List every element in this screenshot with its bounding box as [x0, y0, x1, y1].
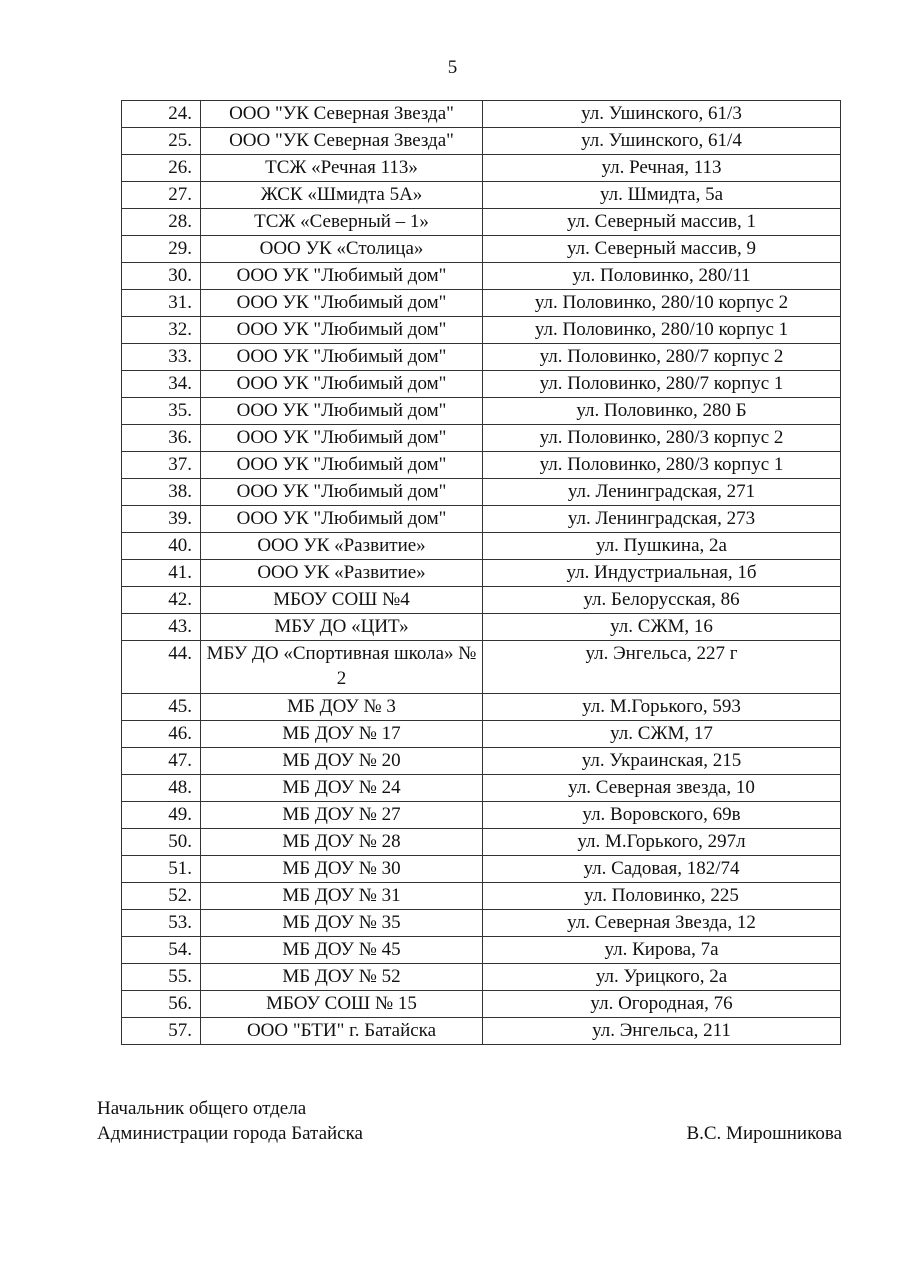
address: ул. Огородная, 76	[483, 991, 841, 1018]
row-number: 43.	[122, 614, 201, 641]
organization-name: ЖСК «Шмидта 5А»	[201, 182, 483, 209]
table-row	[122, 155, 841, 182]
address: ул. Ушинского, 61/3	[483, 101, 841, 128]
table-row	[122, 937, 841, 964]
row-number: 30.	[122, 263, 201, 290]
organization-name: МБ ДОУ № 31	[201, 883, 483, 910]
row-number: 40.	[122, 533, 201, 560]
organization-name: МБ ДОУ № 45	[201, 937, 483, 964]
table-row	[122, 614, 841, 641]
organization-name: МБ ДОУ № 24	[201, 775, 483, 802]
organization-name: ООО УК "Любимый дом"	[201, 317, 483, 344]
address: ул. Половинко, 280/10 корпус 2	[483, 290, 841, 317]
address: ул. Садовая, 182/74	[483, 856, 841, 883]
row-number: 56.	[122, 991, 201, 1018]
table-row	[122, 371, 841, 398]
address: ул. Шмидта, 5а	[483, 182, 841, 209]
address: ул. Северная Звезда, 12	[483, 910, 841, 937]
table-row	[122, 910, 841, 937]
organization-name: ООО УК "Любимый дом"	[201, 506, 483, 533]
address: ул. Половинко, 280/7 корпус 1	[483, 371, 841, 398]
table-row	[122, 101, 841, 128]
row-number: 38.	[122, 479, 201, 506]
table-row	[122, 452, 841, 479]
organization-name: МБОУ СОШ №4	[201, 587, 483, 614]
table-row	[122, 263, 841, 290]
address: ул. Пушкина, 2а	[483, 533, 841, 560]
address: ул. Ленинградская, 273	[483, 506, 841, 533]
row-number: 57.	[122, 1018, 201, 1045]
address: ул. СЖМ, 16	[483, 614, 841, 641]
row-number: 46.	[122, 721, 201, 748]
row-number: 34.	[122, 371, 201, 398]
organization-name: МБОУ СОШ № 15	[201, 991, 483, 1018]
table-row	[122, 182, 841, 209]
organization-name: ООО УК "Любимый дом"	[201, 263, 483, 290]
organization-name: ООО УК "Любимый дом"	[201, 425, 483, 452]
table-row	[122, 964, 841, 991]
page-number: 5	[447, 57, 458, 78]
row-number: 25.	[122, 128, 201, 155]
table-row	[122, 856, 841, 883]
organization-name: МБ ДОУ № 28	[201, 829, 483, 856]
row-number: 37.	[122, 452, 201, 479]
row-number: 47.	[122, 748, 201, 775]
organization-name: ООО УК "Любимый дом"	[201, 398, 483, 425]
organization-name: ООО УК «Развитие»	[201, 560, 483, 587]
table-row	[122, 587, 841, 614]
row-number: 53.	[122, 910, 201, 937]
row-number: 49.	[122, 802, 201, 829]
row-number: 28.	[122, 209, 201, 236]
address: ул. Половинко, 280/3 корпус 1	[483, 452, 841, 479]
row-number: 52.	[122, 883, 201, 910]
address: ул. Половинко, 280/7 корпус 2	[483, 344, 841, 371]
organization-name: ТСЖ «Северный – 1»	[201, 209, 483, 236]
row-number: 36.	[122, 425, 201, 452]
organization-name: ООО "УК Северная Звезда"	[201, 101, 483, 128]
table-row	[122, 236, 841, 263]
address: ул. Ленинградская, 271	[483, 479, 841, 506]
address: ул. М.Горького, 593	[483, 694, 841, 721]
organization-name: ООО "БТИ" г. Батайска	[201, 1018, 483, 1045]
organization-name: ООО УК "Любимый дом"	[201, 371, 483, 398]
table-row	[122, 425, 841, 452]
organization-name: ООО "УК Северная Звезда"	[201, 128, 483, 155]
row-number: 55.	[122, 964, 201, 991]
table-row	[122, 694, 841, 721]
row-number: 45.	[122, 694, 201, 721]
row-number: 48.	[122, 775, 201, 802]
organizations-table	[121, 100, 841, 1045]
organization-name: МБУ ДО «Спортивная школа» № 2	[201, 641, 483, 694]
table-row	[122, 560, 841, 587]
table-row	[122, 775, 841, 802]
table-row	[122, 533, 841, 560]
organization-name: МБ ДОУ № 30	[201, 856, 483, 883]
address: ул. Половинко, 280/11	[483, 263, 841, 290]
address: ул. Индустриальная, 1б	[483, 560, 841, 587]
row-number: 26.	[122, 155, 201, 182]
organization-name: МБ ДОУ № 3	[201, 694, 483, 721]
row-number: 44.	[122, 641, 201, 694]
row-number: 39.	[122, 506, 201, 533]
table-row	[122, 748, 841, 775]
table-row	[122, 506, 841, 533]
organization-name: МБ ДОУ № 52	[201, 964, 483, 991]
row-number: 24.	[122, 101, 201, 128]
row-number: 35.	[122, 398, 201, 425]
row-number: 31.	[122, 290, 201, 317]
row-number: 51.	[122, 856, 201, 883]
address: ул. Энгельса, 227 г	[483, 641, 841, 694]
row-number: 41.	[122, 560, 201, 587]
organization-name: ООО УК "Любимый дом"	[201, 479, 483, 506]
organization-name: МБ ДОУ № 27	[201, 802, 483, 829]
signatory-name: В.С. Мирошникова	[686, 1123, 842, 1144]
organization-name: ООО УК "Любимый дом"	[201, 452, 483, 479]
organization-name: ООО УК «Развитие»	[201, 533, 483, 560]
address: ул. СЖМ, 17	[483, 721, 841, 748]
row-number: 54.	[122, 937, 201, 964]
address: ул. Ушинского, 61/4	[483, 128, 841, 155]
organization-name: ТСЖ «Речная 113»	[201, 155, 483, 182]
table-row	[122, 344, 841, 371]
address: ул. Урицкого, 2а	[483, 964, 841, 991]
signatory-position-line2: Администрации города Батайска	[97, 1123, 363, 1144]
address: ул. Северная звезда, 10	[483, 775, 841, 802]
signatory-position-line1: Начальник общего отдела	[97, 1098, 307, 1119]
table-row	[122, 479, 841, 506]
address: ул. Кирова, 7а	[483, 937, 841, 964]
row-number: 42.	[122, 587, 201, 614]
table-row	[122, 398, 841, 425]
organization-name: МБ ДОУ № 35	[201, 910, 483, 937]
organization-name: МБ ДОУ № 17	[201, 721, 483, 748]
row-number: 32.	[122, 317, 201, 344]
row-number: 33.	[122, 344, 201, 371]
address: ул. Воровского, 69в	[483, 802, 841, 829]
address: ул. Половинко, 280/10 корпус 1	[483, 317, 841, 344]
address: ул. Северный массив, 9	[483, 236, 841, 263]
organization-name: ООО УК "Любимый дом"	[201, 344, 483, 371]
table-row	[122, 1018, 841, 1045]
address: ул. Половинко, 280 Б	[483, 398, 841, 425]
table-row	[122, 721, 841, 748]
table-body	[122, 101, 841, 1045]
organization-name: МБ ДОУ № 20	[201, 748, 483, 775]
table-row	[122, 883, 841, 910]
row-number: 27.	[122, 182, 201, 209]
table-row	[122, 290, 841, 317]
address: ул. Белорусская, 86	[483, 587, 841, 614]
table-row	[122, 991, 841, 1018]
address: ул. Северный массив, 1	[483, 209, 841, 236]
table-row	[122, 829, 841, 856]
table-row	[122, 802, 841, 829]
table-row	[122, 128, 841, 155]
row-number: 50.	[122, 829, 201, 856]
row-number: 29.	[122, 236, 201, 263]
address: ул. М.Горького, 297л	[483, 829, 841, 856]
organization-name: МБУ ДО «ЦИТ»	[201, 614, 483, 641]
address: ул. Речная, 113	[483, 155, 841, 182]
table-row	[122, 641, 841, 694]
address: ул. Энгельса, 211	[483, 1018, 841, 1045]
table-row	[122, 209, 841, 236]
address: ул. Половинко, 225	[483, 883, 841, 910]
table-row	[122, 317, 841, 344]
address: ул. Половинко, 280/3 корпус 2	[483, 425, 841, 452]
organization-name: ООО УК «Столица»	[201, 236, 483, 263]
organization-name: ООО УК "Любимый дом"	[201, 290, 483, 317]
address: ул. Украинская, 215	[483, 748, 841, 775]
signature-block	[97, 1096, 842, 1146]
